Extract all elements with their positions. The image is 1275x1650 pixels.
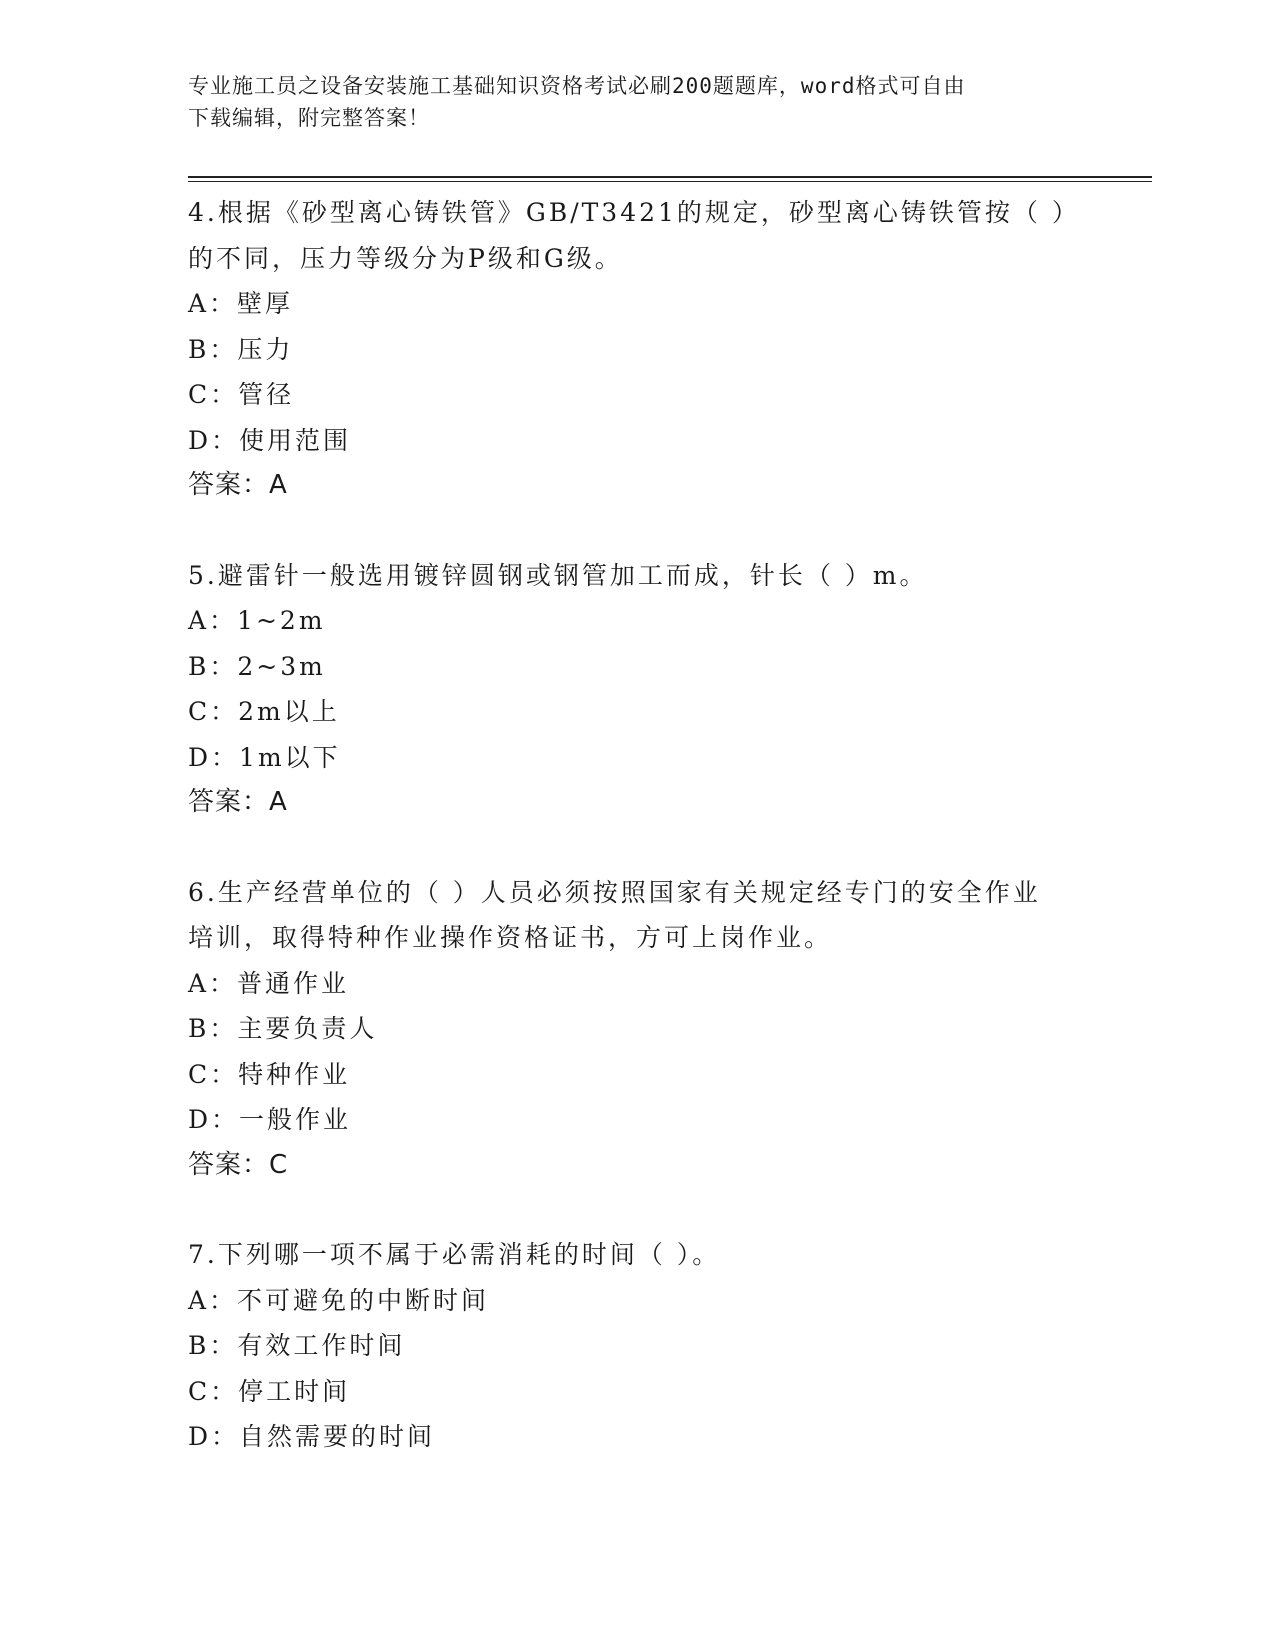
option-a: A：1~2m [188,606,326,635]
option-a: A：壁厚 [188,289,294,318]
option-d: D：1m以下 [188,742,341,772]
option-d: D：使用范围 [188,425,352,455]
option-c: C：管径 [188,380,295,409]
question-stem: 5.避雷针一般选用镀锌圆钢或钢管加工而成，针长（ ）m。 [188,560,928,590]
question-stem: 6.生产经营单位的（ ）人员必须按照国家有关规定经专门的安全作业 [188,877,1041,907]
question-stem-continued: 的不同，压力等级分为P级和G级。 [188,243,623,273]
option-b: B：压力 [188,334,294,364]
question-stem: 7.下列哪一项不属于必需消耗的时间（ ）。 [188,1240,721,1269]
question-5 [188,553,1088,826]
option-c: C：停工时间 [188,1376,351,1406]
header-divider-thin [188,181,1152,182]
option-a: A：普通作业 [188,968,350,998]
option-c: C：特种作业 [188,1059,351,1089]
question-list [188,190,1088,1504]
answer-label: 答案：A [188,787,288,817]
answer-label: 答案：A [188,470,288,500]
question-stem-continued: 培训，取得特种作业操作资格证书，方可上岗作业。 [188,923,833,952]
question-6 [188,870,1088,1189]
header-line-1: 专业施工员之设备安装施工基础知识资格考试必刷200题题库，word格式可自由 [188,74,966,98]
question-stem: 4.根据《砂型离心铸铁管》GB/T3421的规定，砂型离心铸铁管按（ ） [188,198,1080,227]
header-divider-thick [188,176,1152,178]
option-d: D：自然需要的时间 [188,1422,436,1451]
option-b: B：有效工作时间 [188,1331,406,1360]
question-4 [188,190,1088,509]
option-d: D：一般作业 [188,1105,352,1134]
answer-label: 答案：C [188,1149,289,1180]
header-line-2: 下载编辑，附完整答案！ [188,106,430,130]
question-7 [188,1232,1088,1460]
document-header [188,70,1088,134]
option-c: C：2m以上 [188,697,340,726]
option-b: B：2~3m [188,651,326,681]
option-b: B：主要负责人 [188,1014,378,1043]
option-a: A：不可避免的中断时间 [188,1285,490,1315]
